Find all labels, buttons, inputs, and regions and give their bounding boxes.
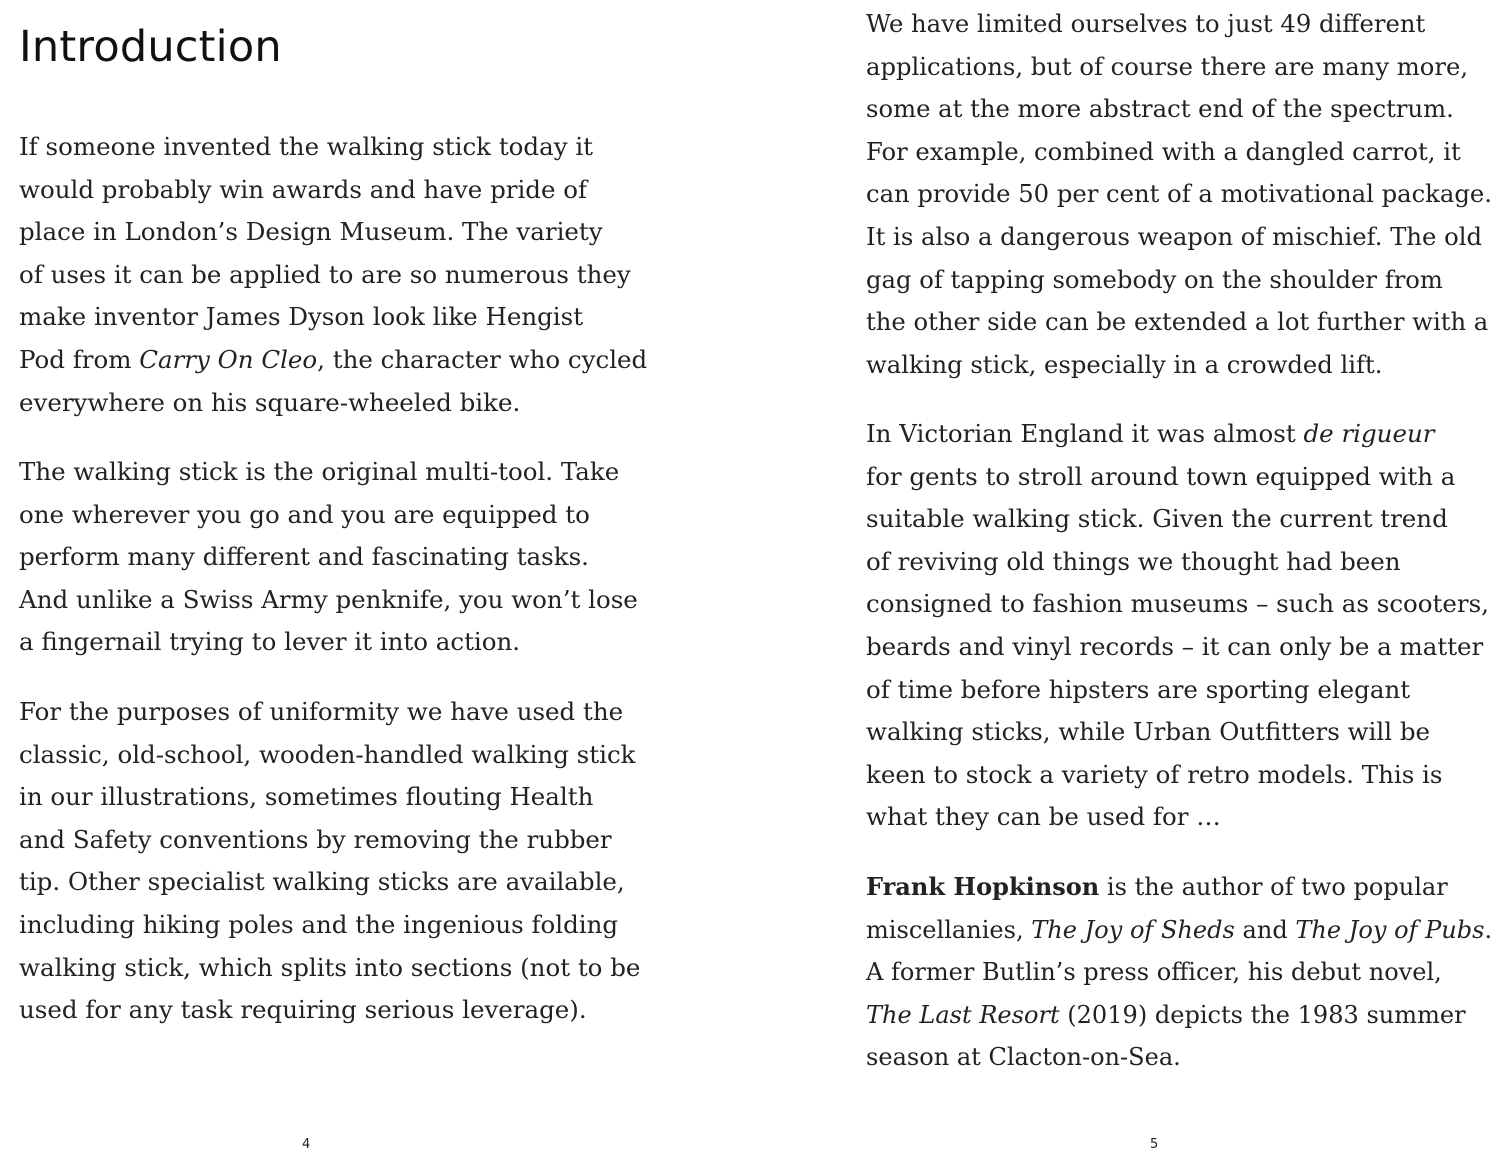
text-line: walking stick, which splits into sections (not to be [19,952,641,982]
paragraph [866,413,1489,839]
text-line: for gents to stroll around town equipped with a [866,461,1456,491]
text-line: one wherever you go and you are equipped to [19,499,590,529]
right-page [750,0,1500,1159]
page-number: 4 [302,1137,311,1152]
book-title: The Joy of Sheds [1031,914,1235,944]
text-line: Pod from Carry On Cleo, the character who cycled [19,344,648,374]
author-name: Frank Hopkinson [866,872,1100,901]
text-line: The Last Resort (2019) depicts the 1983 summer [866,999,1466,1029]
text-line: of reviving old things we thought had been [866,546,1401,576]
paragraph [19,126,647,424]
text-line: in our illustrations, sometimes flouting Health [19,782,594,812]
text-line: tip. Other specialist walking sticks are available, [19,867,625,897]
text-line: For example, combined with a dangled carrot, it [866,136,1461,166]
text-line: everywhere on his square-wheeled bike. [19,387,521,417]
text-line: For the purposes of uniformity we have used the [19,697,624,726]
text-line: We have limited ourselves to just 49 different [866,9,1426,38]
text-line: miscellanies, The Joy of Sheds and The Joy of Pubs. [866,914,1493,944]
text-line: walking sticks, while Urban Outfitters will be [866,717,1431,747]
text-line: the other side can be extended a lot further with a [866,307,1489,337]
text-line: If someone invented the walking stick today it [19,132,594,161]
text-line: It is also a dangerous weapon of mischief. The old [866,221,1483,251]
text-line: Frank Hopkinson is the author of two popular [866,872,1448,901]
italic-phrase: de rigueur [1303,419,1435,448]
book-title: The Joy of Pubs [1295,914,1485,944]
text-line: suitable walking stick. Given the current trend [866,504,1448,534]
film-title: Carry On Cleo [139,344,318,374]
page-heading: Introduction [19,22,282,72]
text-line: place in London’s Design Museum. The variety [19,217,603,247]
paragraph [19,451,638,664]
text-line: and Safety conventions by removing the rubber [19,824,612,854]
text-line: season at Clacton-on-Sea. [866,1042,1181,1072]
text-line: make inventor James Dyson look like Hengist [19,302,584,332]
author-bio [866,866,1500,1079]
text-line: gag of tapping somebody on the shoulder from [866,264,1443,294]
text-line: perform many different and fascinating tasks. [19,542,589,572]
text-line: of uses it can be applied to are so numerous they [19,259,631,289]
text-line: walking stick, especially in a crowded lift. [866,349,1383,379]
text-line: consigned to fashion museums – such as scooters, [866,589,1489,619]
text-line: The walking stick is the original multi-tool. Take [19,457,620,486]
text-line: used for any task requiring serious leverage). [19,995,587,1025]
text-line: keen to stock a variety of retro models. This is [866,759,1443,789]
book-title: The Last Resort [866,999,1060,1029]
text-line: applications, but of course there are many more, [866,51,1469,81]
text-line: some at the more abstract end of the spectrum. [866,94,1454,124]
text-line: A former Butlin’s press officer, his debut novel, [866,957,1442,987]
text-line: beards and vinyl records – it can only be a matter [866,631,1484,661]
page-number: 5 [1150,1137,1159,1152]
paragraph [19,691,640,1032]
text-line: of time before hipsters are sporting elegant [866,674,1411,704]
text-line: would probably win awards and have pride of [19,174,588,204]
text-line: In Victorian England it was almost de rigueur [866,419,1435,448]
paragraph [866,3,1498,386]
text-line: including hiking poles and the ingenious folding [19,909,619,939]
text-line: a fingernail trying to lever it into action. [19,627,521,657]
text-line: what they can be used for … [866,802,1221,832]
text-line: And unlike a Swiss Army penknife, you won’t lose [19,584,638,614]
text-line: can provide 50 per cent of a motivational package. [866,179,1492,209]
text-line: classic, old-school, wooden-handled walking stick [19,739,636,769]
